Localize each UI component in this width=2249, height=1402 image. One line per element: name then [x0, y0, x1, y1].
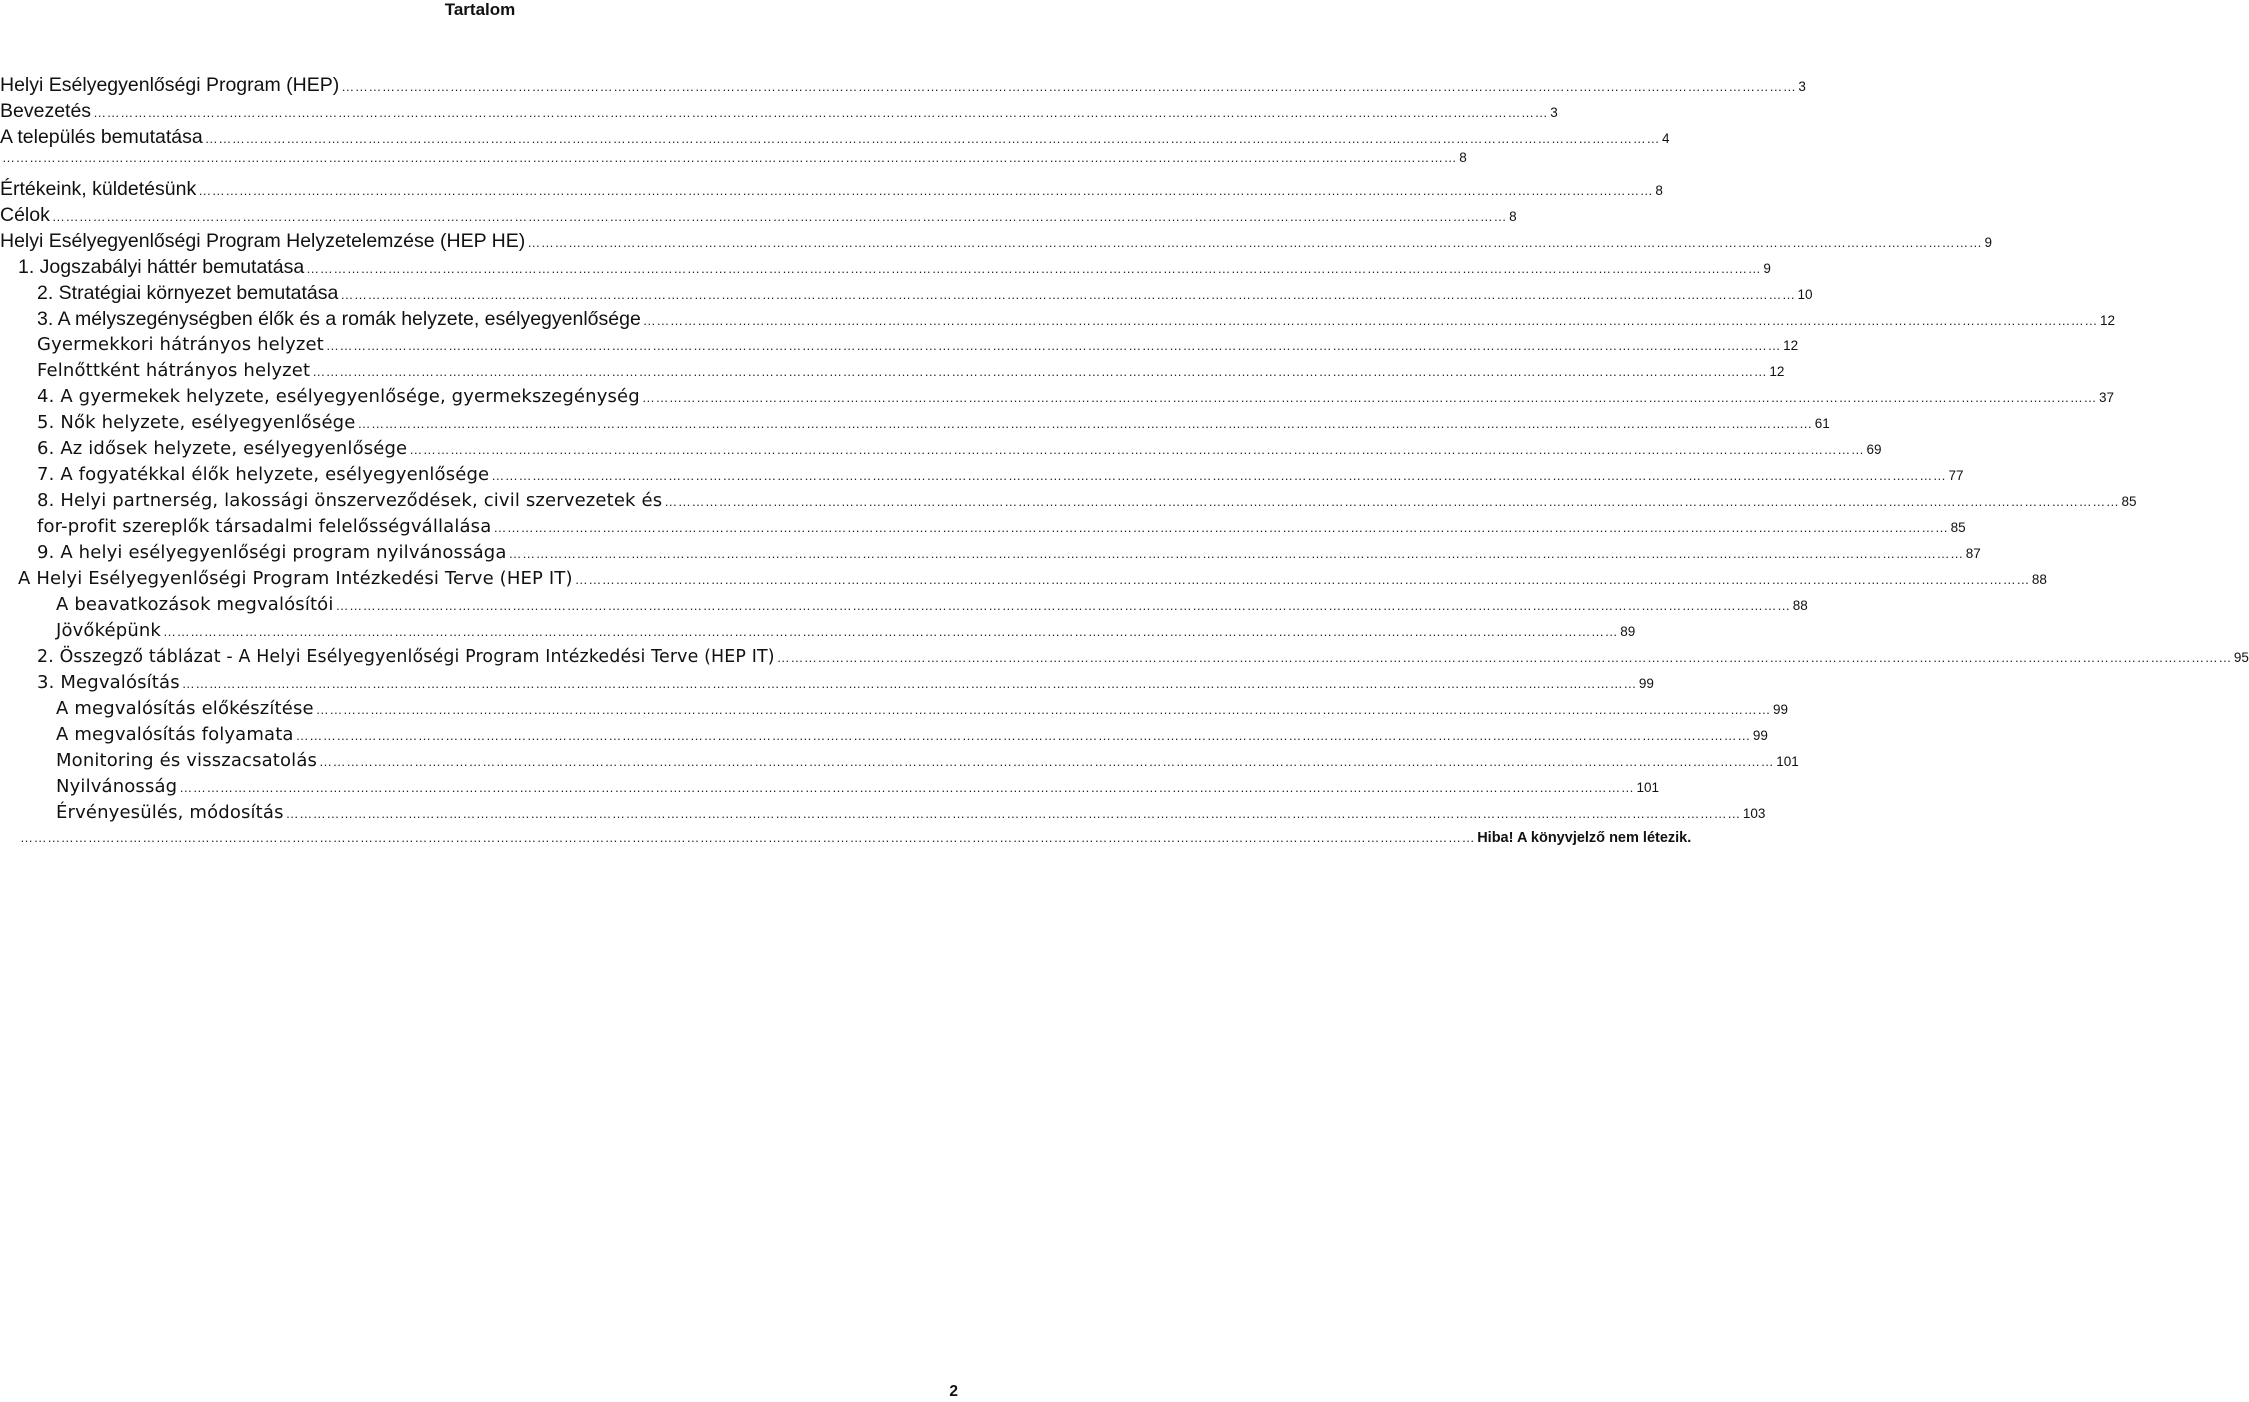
toc-entry[interactable]: [37, 332, 1799, 358]
toc-entry[interactable]: [37, 514, 1966, 540]
toc-entry[interactable]: [56, 774, 1659, 800]
toc-entry[interactable]: [0, 72, 1806, 98]
toc-entry[interactable]: [0, 150, 1467, 176]
toc-entry-title: 1. Jogszabályi háttér bemutatása: [18, 256, 305, 278]
toc-entry-title: A megvalósítás előkészítése: [56, 698, 314, 719]
toc-leader: ……………………………………………………………………………………………………………………………………………………………………………………………………………………………………………………………………………………………: [493, 520, 1949, 535]
toc-entry[interactable]: [0, 228, 1992, 254]
toc-entry-page: 8: [1509, 209, 1517, 224]
toc-leader: ……………………………………………………………………………………………………………………………………………………………………………………………………………………………………………………………………………………………: [491, 468, 1947, 483]
toc-entry-title: Nyilvánosság: [56, 776, 178, 797]
toc-entry-page: 37: [2099, 390, 2115, 405]
toc-entry-page: 8: [1655, 183, 1663, 198]
toc-entry-page: 69: [1866, 442, 1882, 457]
toc-entry-title: Érvényesülés, módosítás: [56, 802, 284, 823]
page-title: Tartalom: [444, 0, 516, 19]
toc-entry-title: Célok: [0, 204, 50, 226]
toc-leader: ……………………………………………………………………………………………………………………………………………………………………………………………………………………………………………………………………………………………: [295, 728, 1751, 743]
toc-entry[interactable]: [37, 358, 1785, 384]
toc-entry-page: 9: [1984, 235, 1992, 250]
toc-entry-title: Monitoring és visszacsatolás: [56, 750, 318, 771]
toc-leader: ……………………………………………………………………………………………………………………………………………………………………………………………………………………………………………………………………………………………: [642, 313, 2098, 328]
toc-leader: ……………………………………………………………………………………………………………………………………………………………………………………………………………………………………………………………………………………………: [357, 416, 1813, 431]
toc-entry-page: 10: [1797, 287, 1813, 302]
toc-entry-title: A település bemutatása: [0, 126, 203, 148]
toc-entry-title: Gyermekkori hátrányos helyzet: [37, 334, 324, 355]
toc-entry-page: 88: [2031, 572, 2047, 587]
toc-leader: ……………………………………………………………………………………………………………………………………………………………………………………………………………………………………………………………………………………………: [574, 572, 2030, 587]
toc-entry-title: Bevezetés: [0, 100, 92, 122]
toc-leader: ……………………………………………………………………………………………………………………………………………………………………………………………………………………………………………………………………………………………: [409, 442, 1865, 457]
toc-entry-page: 85: [2121, 494, 2137, 509]
toc-entry[interactable]: [56, 592, 1808, 618]
toc-leader: ……………………………………………………………………………………………………………………………………………………………………………………………………………………………………………………………………………………………: [2, 150, 1458, 165]
toc-leader: ……………………………………………………………………………………………………………………………………………………………………………………………………………………………………………………………………………………………: [664, 494, 2120, 509]
toc-entry-page: 87: [1965, 546, 1981, 561]
toc-entry[interactable]: [56, 696, 1788, 722]
toc-entry-title: 5. Nők helyzete, esélyegyenlősége: [37, 412, 356, 433]
toc-entry-title: 8. Helyi partnerség, lakossági önszerveződések, civil szervezetek és: [37, 490, 663, 511]
toc-leader: ……………………………………………………………………………………………………………………………………………………………………………………………………………………………………………………………………………………………: [340, 287, 1796, 302]
toc-entry-title: for-profit szereplők társadalmi felelősségvállalása: [37, 516, 492, 537]
toc-leader: ……………………………………………………………………………………………………………………………………………………………………………………………………………………………………………………………………………………………: [312, 364, 1768, 379]
toc-entry[interactable]: [37, 540, 1981, 566]
toc-entry-page: 3: [1798, 79, 1806, 94]
toc-entry-page: 12: [1769, 364, 1785, 379]
toc-leader: ……………………………………………………………………………………………………………………………………………………………………………………………………………………………………………………………………………………………: [508, 546, 1964, 561]
toc-entry[interactable]: [37, 462, 1964, 488]
toc-entry-page: 8: [1459, 150, 1467, 165]
toc-entry[interactable]: [37, 306, 2116, 332]
toc-leader: ……………………………………………………………………………………………………………………………………………………………………………………………………………………………………………………………………………………………: [93, 105, 1549, 120]
toc-leader: ……………………………………………………………………………………………………………………………………………………………………………………………………………………………………………………………………………………………: [198, 183, 1654, 198]
toc-entry-page: 99: [1638, 676, 1654, 691]
toc-leader: ……………………………………………………………………………………………………………………………………………………………………………………………………………………………………………………………………………………………: [51, 209, 1508, 224]
toc-entry[interactable]: [37, 436, 1882, 462]
toc-entry-title: 7. A fogyatékkal élők helyzete, esélyegyenlősége: [37, 464, 490, 485]
toc-entry-title: A Helyi Esélyegyenlőségi Program Intézkedési Terve (HEP IT): [18, 568, 573, 589]
toc-entry-title: A beavatkozások megvalósítói: [56, 594, 334, 615]
toc-entry[interactable]: [56, 722, 1768, 748]
bookmark-error-text: Hiba! A könyvjelző nem létezik.: [1477, 830, 1692, 846]
toc-entry-page: 61: [1814, 416, 1830, 431]
toc-entry[interactable]: [0, 124, 1670, 150]
toc-entry[interactable]: [0, 176, 1663, 202]
toc-leader: ……………………………………………………………………………………………………………………………………………………………………………………………………………………………………………………………………………………………: [776, 650, 2232, 665]
toc-leader: ……………………………………………………………………………………………………………………………………………………………………………………………………………………………………………………………………………………………: [306, 261, 1762, 276]
toc-leader: ……………………………………………………………………………………………………………………………………………………………………………………………………………………………………………………………………………………………: [527, 235, 1983, 250]
toc-entry-page: 9: [1763, 261, 1771, 276]
toc-entry-title: 3. A mélyszegénységben élők és a romák helyzete, esélyegyenlősége: [37, 308, 641, 330]
toc-entry-title: Értékeink, küldetésünk: [0, 178, 197, 200]
toc-leader: ……………………………………………………………………………………………………………………………………………………………………………………………………………………………………………………………………………………………: [285, 806, 1741, 821]
toc-entry-page: 3: [1550, 105, 1558, 120]
toc-entry-title: 3. Megvalósítás: [37, 672, 180, 693]
toc-entry-page: 99: [1772, 702, 1788, 717]
toc-leader: ……………………………………………………………………………………………………………………………………………………………………………………………………………………………………………………………………………………………: [20, 830, 1476, 845]
toc-entry-page: 101: [1776, 754, 1799, 769]
toc-entry-title: Jövőképünk: [56, 620, 162, 641]
toc-leader: ……………………………………………………………………………………………………………………………………………………………………………………………………………………………………………………………………………………………: [325, 338, 1782, 353]
toc-leader: ……………………………………………………………………………………………………………………………………………………………………………………………………………………………………………………………………………………………: [319, 754, 1775, 769]
toc-entry[interactable]: [0, 98, 1558, 124]
toc-entry[interactable]: [18, 830, 1692, 852]
toc-leader: ……………………………………………………………………………………………………………………………………………………………………………………………………………………………………………………………………………………………: [335, 598, 1791, 613]
toc-leader: ……………………………………………………………………………………………………………………………………………………………………………………………………………………………………………………………………………………………: [181, 676, 1637, 691]
toc-entry[interactable]: [37, 280, 1813, 306]
toc-entry-page: 95: [2233, 650, 2249, 665]
toc-leader: ……………………………………………………………………………………………………………………………………………………………………………………………………………………………………………………………………………………………: [179, 780, 1635, 795]
toc-entry-title: 6. Az idősek helyzete, esélyegyenlősége: [37, 438, 408, 459]
toc-entry-page: 12: [2100, 313, 2116, 328]
toc-entry-page: 101: [1636, 780, 1659, 795]
toc-entry-title: A megvalósítás folyamata: [56, 724, 294, 745]
toc-entry-title: Helyi Esélyegyenlőségi Program Helyzetelemzése (HEP HE): [0, 230, 526, 252]
toc-leader: ……………………………………………………………………………………………………………………………………………………………………………………………………………………………………………………………………………………………: [315, 702, 1771, 717]
toc-entry-page: 12: [1783, 338, 1799, 353]
toc-entry[interactable]: [37, 384, 2115, 410]
toc-entry-title: Helyi Esélyegyenlőségi Program (HEP): [0, 74, 340, 96]
toc-entry[interactable]: [0, 202, 1517, 228]
toc-entry-page: 103: [1742, 806, 1766, 821]
toc-leader: ……………………………………………………………………………………………………………………………………………………………………………………………………………………………………………………………………………………………: [204, 131, 1660, 146]
toc-entry-title: 9. A helyi esélyegyenlőségi program nyilvánossága: [37, 542, 507, 563]
toc-leader: ……………………………………………………………………………………………………………………………………………………………………………………………………………………………………………………………………………………………: [641, 390, 2098, 405]
toc-entry[interactable]: [18, 254, 1771, 280]
toc-entry-page: 77: [1948, 468, 1964, 483]
toc-entry-page: 85: [1950, 520, 1966, 535]
toc-entry[interactable]: [37, 488, 2137, 514]
toc-entry-title: Felnőttként hátrányos helyzet: [37, 360, 311, 381]
toc-entry[interactable]: [37, 644, 2249, 670]
toc-entry-page: 4: [1661, 131, 1670, 146]
toc-entry-page: 99: [1752, 728, 1768, 743]
toc-entry-title: 2. Összegző táblázat - A Helyi Esélyegyenlőségi Program Intézkedési Terve (HEP IT): [37, 647, 775, 667]
toc-entry-title: 2. Stratégiai környezet bemutatása: [37, 282, 339, 304]
toc-entry[interactable]: [18, 566, 2047, 592]
toc-entry-title: 4. A gyermekek helyzete, esélyegyenlősége, gyermekszegénység: [37, 386, 640, 407]
page-number: 2: [949, 1383, 958, 1400]
toc-leader: ……………………………………………………………………………………………………………………………………………………………………………………………………………………………………………………………………………………………: [341, 79, 1797, 94]
toc-entry-page: 89: [1620, 624, 1636, 639]
toc-entry[interactable]: [56, 748, 1799, 774]
toc-leader: ……………………………………………………………………………………………………………………………………………………………………………………………………………………………………………………………………………………………: [163, 624, 1619, 639]
toc-entry[interactable]: [56, 618, 1636, 644]
toc-entry[interactable]: [56, 800, 1766, 826]
toc-entry[interactable]: [37, 410, 1830, 436]
toc-entry[interactable]: [37, 670, 1654, 696]
toc-entry-page: 88: [1792, 598, 1808, 613]
